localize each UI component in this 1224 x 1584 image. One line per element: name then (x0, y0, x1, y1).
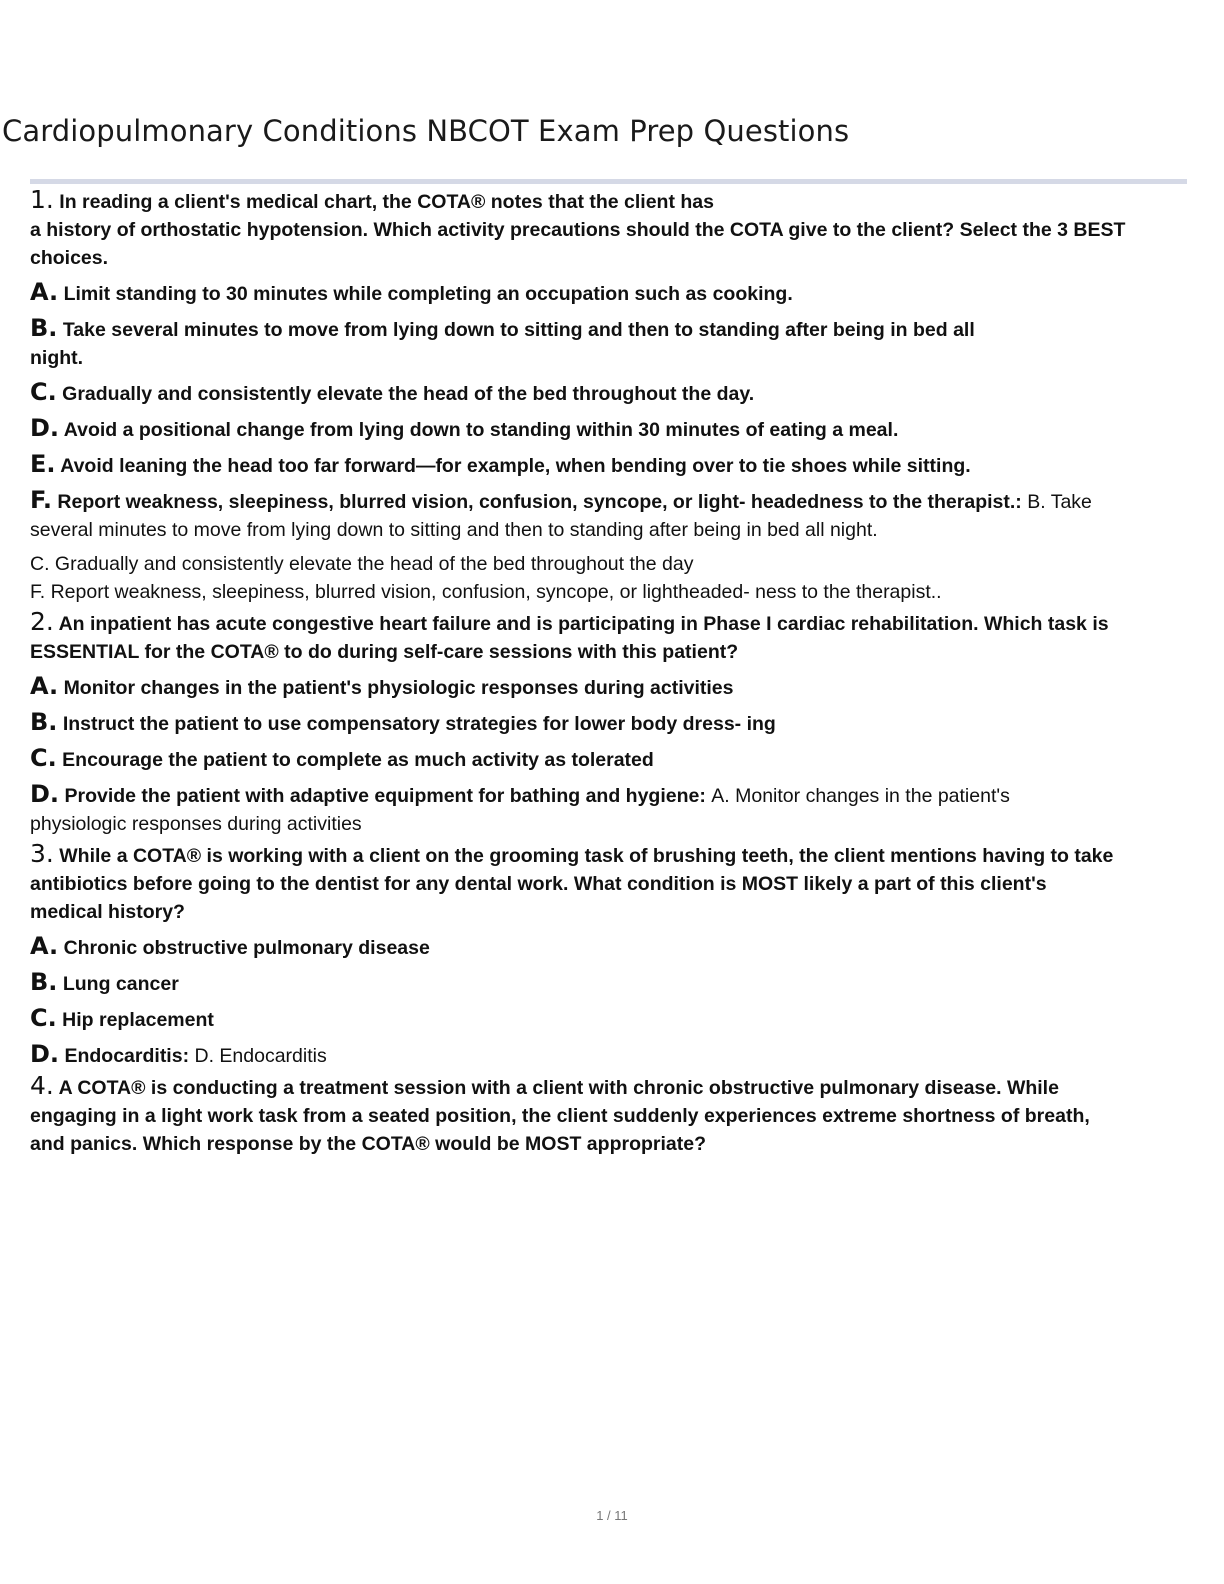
answer-text: A. Monitor changes in the patient's (711, 785, 1010, 807)
option-d (30, 1040, 1188, 1070)
option-b (30, 708, 1188, 738)
option-text: Hip replacement (62, 1009, 214, 1031)
question-stem: a history of orthostatic hypotension. Which activity precautions should the COTA give to the client? Select the 3 BEST (30, 219, 1126, 241)
option-text: Instruct the patient to use compensatory strategies for lower body dress- ing (62, 713, 776, 735)
question-list (30, 186, 1188, 1158)
question-2 (30, 608, 1188, 838)
question-stem: A COTA® is conducting a treatment session with a client with chronic obstructive pulmonary disease. While (58, 1077, 1059, 1099)
option-text: Take several minutes to move from lying down to sitting and then to standing after being in bed all (62, 319, 975, 341)
option-letter: D. (30, 414, 60, 442)
question-number: 2. (30, 607, 54, 636)
option-c (30, 1004, 1188, 1034)
option-a (30, 932, 1188, 962)
answer-text: F. Report weakness, sleepiness, blurred vision, confusion, syncope, or lightheaded- ness to the therapist.. (30, 581, 942, 603)
option-text: Provide the patient with adaptive equipment for bathing and hygiene: (64, 785, 706, 807)
answer-text: several minutes to move from lying down to sitting and then to standing after being in bed all night. (30, 519, 878, 541)
question-number: 3. (30, 839, 54, 868)
option-d (30, 414, 1188, 444)
option-text: Avoid leaning the head too far forward—for example, when bending over to tie shoes while sitting. (60, 455, 971, 477)
option-letter: C. (30, 378, 57, 406)
question-stem: antibiotics before going to the dentist for any dental work. What condition is MOST likely a part of this client's (30, 873, 1047, 895)
option-letter: C. (30, 744, 57, 772)
question-stem: An inpatient has acute congestive heart failure and is participating in Phase I cardiac rehabilitation. Which task is (58, 613, 1109, 635)
option-letter: D. (30, 1040, 60, 1068)
option-letter: C. (30, 1004, 57, 1032)
page-number: 1 / 11 (596, 1508, 628, 1523)
option-letter: B. (30, 708, 58, 736)
option-text: night. (30, 347, 84, 369)
option-letter: D. (30, 780, 60, 808)
question-3 (30, 840, 1188, 1070)
option-text: Lung cancer (62, 973, 179, 995)
question-4 (30, 1072, 1188, 1158)
option-text: Report weakness, sleepiness, blurred vision, confusion, syncope, or light- headedness to the therapist.: (57, 491, 1022, 513)
option-text: Encourage the patient to complete as much activity as tolerated (62, 749, 654, 771)
answer-text: C. Gradually and consistently elevate the head of the bed throughout the day (30, 553, 694, 575)
option-b (30, 314, 1188, 372)
question-stem: and panics. Which response by the COTA® would be MOST appropriate? (30, 1133, 706, 1155)
question-number: 4. (30, 1071, 54, 1100)
option-text: Limit standing to 30 minutes while completing an occupation such as cooking. (63, 283, 793, 305)
option-text: Chronic obstructive pulmonary disease (63, 937, 430, 959)
option-e (30, 450, 1188, 480)
question-stem: While a COTA® is working with a client on the grooming task of brushing teeth, the client mentions having to take (59, 845, 1114, 867)
option-text: Endocarditis: (64, 1045, 190, 1067)
option-c (30, 744, 1188, 774)
option-letter: E. (30, 450, 56, 478)
option-b (30, 968, 1188, 998)
option-letter: B. (30, 314, 58, 342)
option-text: Monitor changes in the patient's physiologic responses during activities (63, 677, 734, 699)
option-a (30, 278, 1188, 308)
option-c (30, 378, 1188, 408)
title-divider (30, 179, 1187, 184)
question-stem: choices. (30, 247, 109, 269)
option-letter: A. (30, 278, 59, 306)
question-1 (30, 186, 1188, 606)
option-a (30, 672, 1188, 702)
answer-text: B. Take (1027, 491, 1092, 513)
question-stem: ESSENTIAL for the COTA® to do during self-care sessions with this patient? (30, 641, 739, 663)
option-text: Avoid a positional change from lying down to standing within 30 minutes of eating a meal. (63, 419, 899, 441)
option-letter: A. (30, 932, 59, 960)
answer-text: D. Endocarditis (194, 1045, 327, 1067)
question-stem: In reading a client's medical chart, the COTA® notes that the client has (59, 191, 714, 213)
page-title: Cardiopulmonary Conditions NBCOT Exam Prep Questions (2, 114, 850, 148)
option-text: Gradually and consistently elevate the head of the bed throughout the day. (62, 383, 755, 405)
option-letter: A. (30, 672, 59, 700)
answer-text: physiologic responses during activities (30, 813, 362, 835)
option-f (30, 486, 1188, 516)
option-d (30, 780, 1188, 810)
question-stem: medical history? (30, 901, 185, 923)
question-stem: engaging in a light work task from a seated position, the client suddenly experiences extreme shortness of breath, (30, 1105, 1090, 1127)
option-letter: B. (30, 968, 58, 996)
question-number: 1. (30, 185, 54, 214)
option-letter: F. (30, 486, 52, 514)
